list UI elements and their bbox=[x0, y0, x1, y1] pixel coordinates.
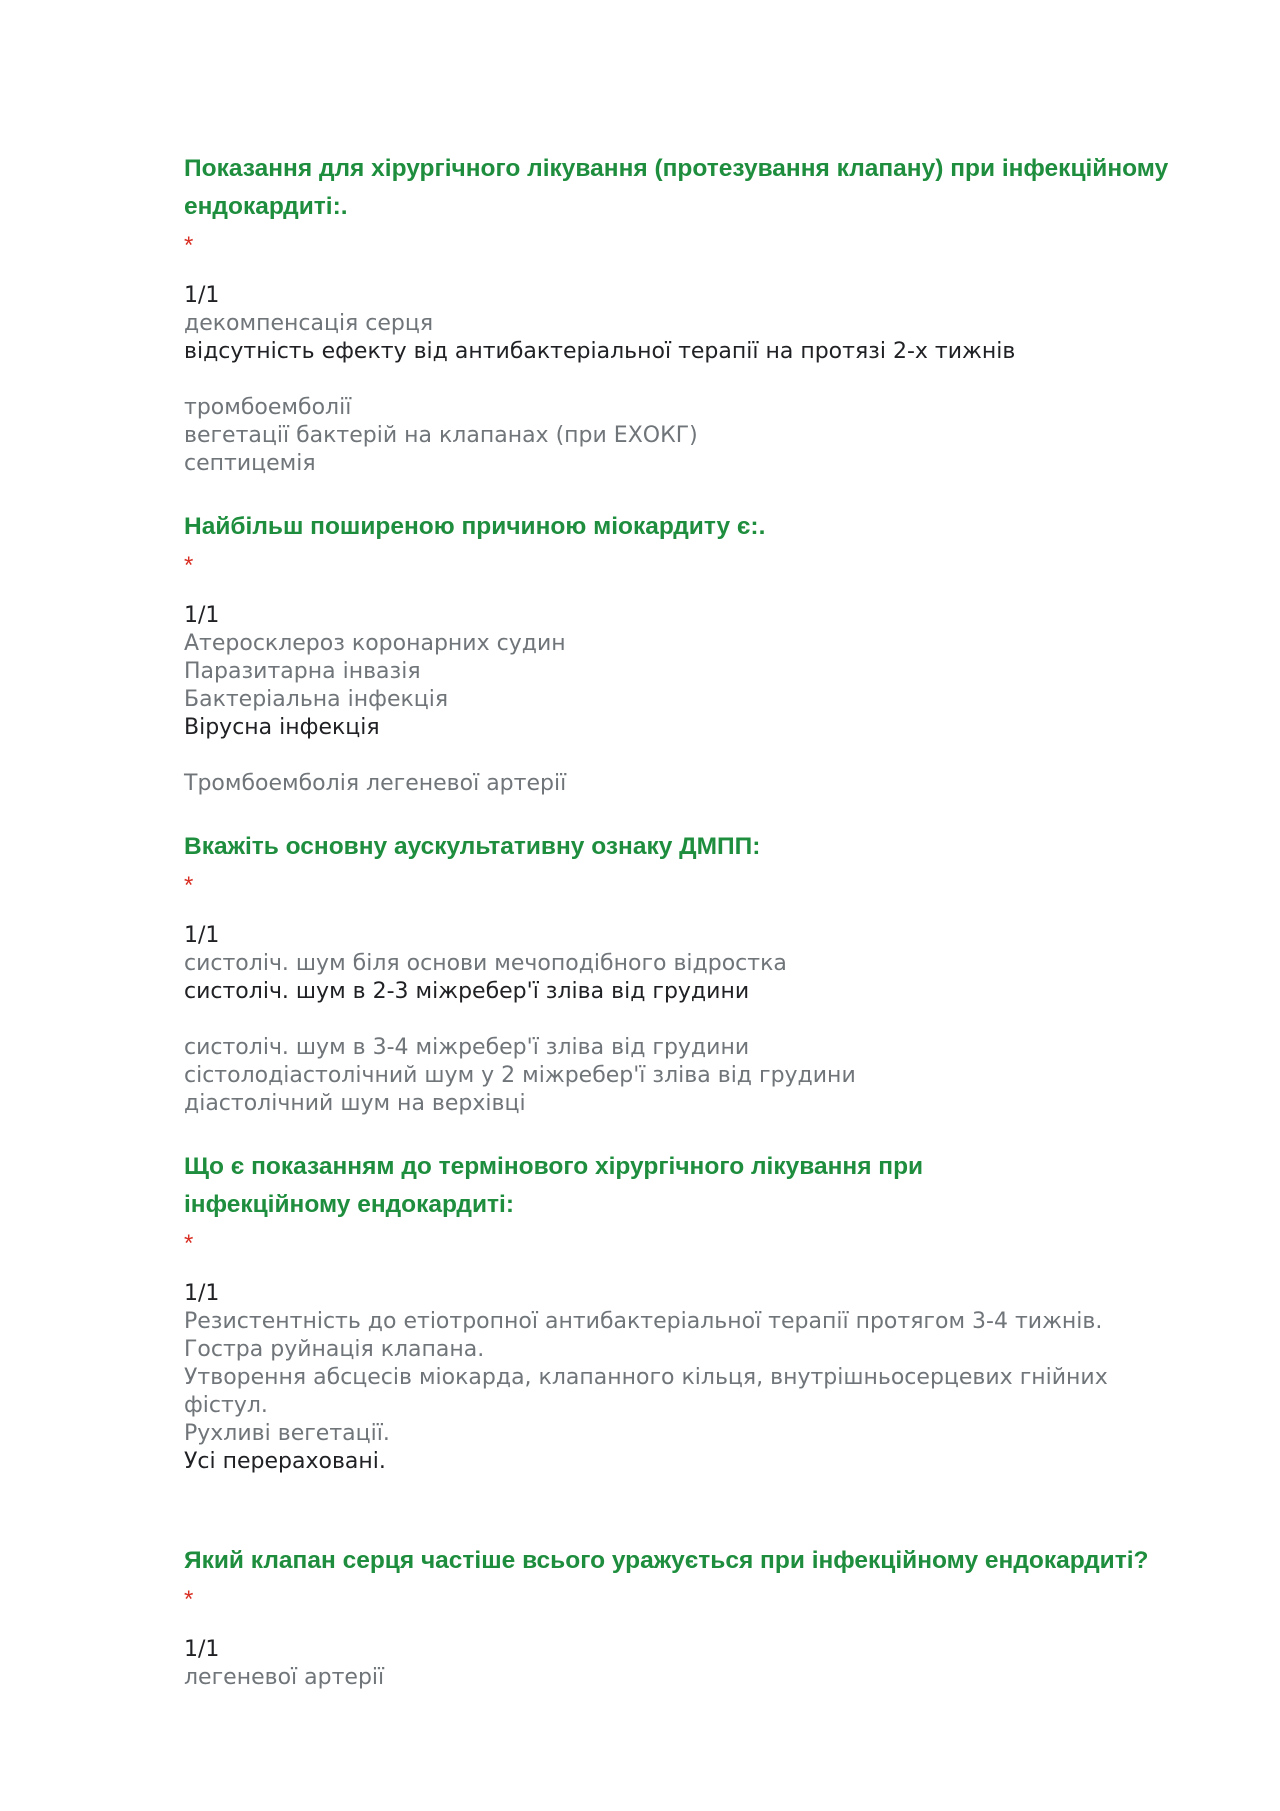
answer-option[interactable]: Гостра руйнація клапана. bbox=[184, 1337, 485, 1362]
required-asterisk: * bbox=[184, 232, 194, 259]
question-score: 1/1 bbox=[184, 1637, 220, 1662]
question-title: Найбільш поширеною причиною міокардиту є:. bbox=[184, 513, 766, 540]
answer-option[interactable]: діастолічний шум на верхівці bbox=[184, 1091, 526, 1116]
quiz-results-page bbox=[184, 150, 1184, 1692]
answer-option[interactable]: декомпенсація серця bbox=[184, 311, 434, 336]
answer-option[interactable]: Утворення абсцесів міокарда, клапанного кільця, внутрішньосерцевих гнійних фістул. bbox=[184, 1365, 1108, 1418]
answer-option[interactable]: легеневої артерії bbox=[184, 1665, 385, 1690]
answer-option[interactable]: систоліч. шум біля основи мечоподібного відростка bbox=[184, 951, 787, 976]
answer-option[interactable]: Рухливі вегетації. bbox=[184, 1421, 390, 1446]
answer-options bbox=[184, 1308, 1184, 1476]
answer-option[interactable]: септицемія bbox=[184, 451, 316, 476]
answer-option[interactable]: вегетації бактерій на клапанах (при ЕХОКГ) bbox=[184, 423, 698, 448]
question-score: 1/1 bbox=[184, 603, 220, 628]
required-asterisk: * bbox=[184, 1586, 194, 1613]
answer-option[interactable]: сістолодіастолічний шум у 2 міжребер'ї зліва від грудини bbox=[184, 1063, 856, 1088]
answer-option-selected[interactable]: Усі перераховані. bbox=[184, 1449, 386, 1474]
answer-option[interactable]: Атеросклероз коронарних судин bbox=[184, 631, 566, 656]
answer-option[interactable]: систоліч. шум в 3-4 міжребер'ї зліва від грудини bbox=[184, 1035, 750, 1060]
question-score: 1/1 bbox=[184, 1281, 220, 1306]
answer-options bbox=[184, 310, 1184, 478]
answer-options bbox=[184, 630, 1184, 798]
required-asterisk: * bbox=[184, 872, 194, 899]
question-3 bbox=[184, 828, 1184, 1118]
question-title: Вкажіть основну аускультативну ознаку ДМПП: bbox=[184, 833, 761, 860]
question-title: Показання для хірургічного лікування (протезування клапану) при інфекційному ендокардиті:. bbox=[184, 155, 1169, 220]
required-asterisk: * bbox=[184, 1230, 194, 1257]
question-1 bbox=[184, 150, 1184, 478]
answer-option[interactable]: Бактеріальна інфекція bbox=[184, 687, 449, 712]
answer-option-selected[interactable]: відсутність ефекту від антибактеріальної терапії на протязі 2-х тижнів bbox=[184, 339, 1016, 364]
answer-option-selected[interactable]: систоліч. шум в 2-3 міжребер'ї зліва від грудини bbox=[184, 979, 750, 1004]
answer-option[interactable]: Паразитарна інвазія bbox=[184, 659, 421, 684]
answer-option[interactable]: тромбоемболії bbox=[184, 395, 352, 420]
question-5 bbox=[184, 1542, 1184, 1692]
answer-option[interactable]: Резистентність до етіотропної антибактеріальної терапії протягом 3-4 тижнів. bbox=[184, 1309, 1103, 1334]
answer-options bbox=[184, 950, 1184, 1118]
question-4 bbox=[184, 1148, 1184, 1476]
required-asterisk: * bbox=[184, 552, 194, 579]
question-title: Що є показанням до термінового хірургічного лікування при інфекційному ендокардиті: bbox=[184, 1153, 924, 1218]
answer-option-selected[interactable]: Вірусна інфекція bbox=[184, 715, 380, 740]
question-title: Який клапан серця частіше всього уражується при інфекційному ендокардиті? bbox=[184, 1547, 1149, 1574]
answer-option[interactable]: Тромбоемболія легеневої артерії bbox=[184, 771, 567, 796]
answer-options bbox=[184, 1664, 1184, 1692]
question-2 bbox=[184, 508, 1184, 798]
question-score: 1/1 bbox=[184, 283, 220, 308]
question-score: 1/1 bbox=[184, 923, 220, 948]
